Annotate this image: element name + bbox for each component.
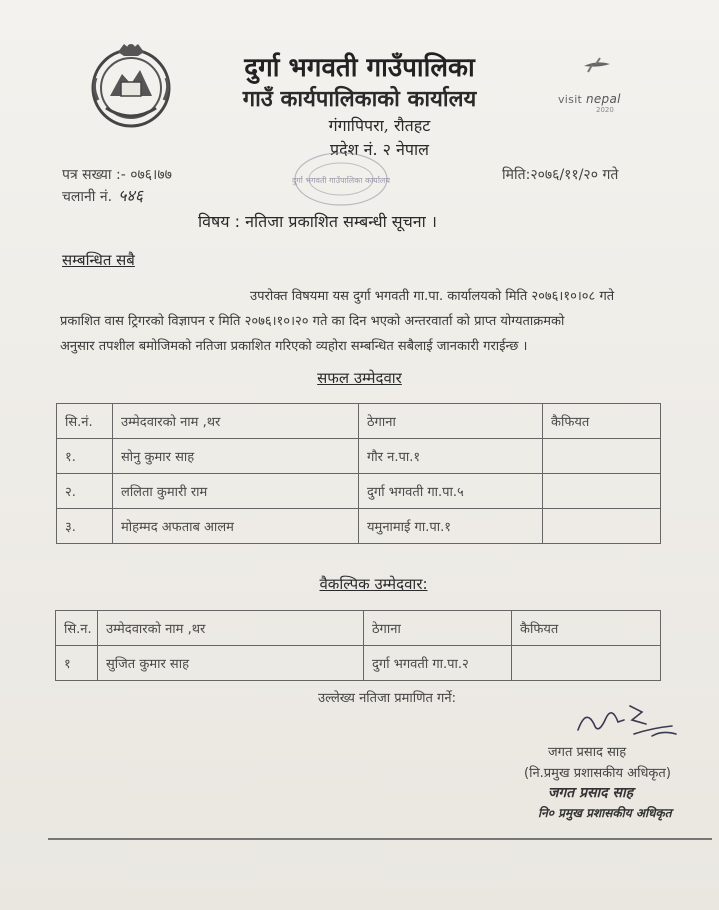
cell-name: मोहम्मद अफताब आलम (113, 509, 359, 544)
dispatch-label: चलानी नं. (62, 189, 113, 205)
cell-sn: ३. (57, 509, 113, 544)
seal-name: जगत प्रसाद साह (548, 785, 634, 801)
footer-rule (48, 838, 712, 840)
office-stamp (292, 150, 390, 208)
visit-nepal-wordmark: visit nepal (558, 92, 621, 106)
signatory-title: (नि.प्रमुख प्रशासकीय अधिकृत) (524, 766, 671, 781)
attestation-label: उल्लेख्य नतिजा प्रमाणित गर्ने: (318, 691, 456, 706)
cell-address: दुर्गा भगवती गा.पा.५ (359, 474, 543, 509)
table-row (57, 509, 661, 544)
cell-remarks (543, 439, 661, 474)
seal-title: नि० प्रमुख प्रशासकीय अधिकृत (538, 806, 672, 820)
body-line-1: उपरोक्त विषयमा यस दुर्गा भगवती गा.पा. कार्यालयको मिति २०७६।१०।०८ गते (250, 289, 615, 304)
header-name: उम्मेदवारको नाम ,थर (113, 404, 359, 439)
dispatch-number (62, 184, 143, 206)
table-header-row (57, 404, 661, 439)
handwritten-signature (572, 700, 682, 746)
body-line-3: अनुसार तपशील बमोजिमको नतिजा प्रकाशित गरिएको व्यहोरा सम्बन्धित सबैलाई जानकारी गराईन्छ । (60, 339, 528, 354)
alternate-title: वैकल्पिक उम्मेदवार: (319, 575, 428, 593)
dispatch-value: ५४६ (118, 186, 144, 205)
cell-address: गौर न.पा.१ (359, 439, 543, 474)
subject-line: विषय : नतिजा प्रकाशित सम्बन्धी सूचना । (198, 212, 437, 231)
visit-nepal-year: 2020 (596, 106, 614, 114)
letter-number: पत्र सख्या :- ०७६।७७ (62, 167, 172, 183)
cell-remarks (512, 646, 661, 681)
notice-date: मिति:२०७६/११/२० गते (502, 167, 619, 183)
table-row (57, 474, 661, 509)
cell-name: सुजित कुमार साह (98, 646, 364, 681)
cell-sn: १ (56, 646, 98, 681)
municipality-name: दुर्गा भगवती गाउँपालिका (244, 53, 475, 83)
header-address: ठेगाना (364, 611, 512, 646)
cell-sn: १. (57, 439, 113, 474)
signatory-name: जगत प्रसाद साह (548, 745, 627, 760)
address-line-1: गंगापिपरा, रौतहट (328, 116, 431, 135)
successful-title: सफल उम्मेदवार (317, 369, 402, 387)
header-remarks: कैफियत (512, 611, 661, 646)
table-header-row (56, 611, 661, 646)
cell-address: यमुनामाई गा.पा.१ (359, 509, 543, 544)
header-remarks: कैफियत (543, 404, 661, 439)
cell-remarks (543, 509, 661, 544)
airplane-icon (582, 56, 612, 76)
table-row (56, 646, 661, 681)
alternate-candidates-table (55, 610, 661, 681)
cell-name: सोनु कुमार साह (113, 439, 359, 474)
header-name: उम्मेदवारको नाम ,थर (98, 611, 364, 646)
cell-sn: २. (57, 474, 113, 509)
body-line-2: प्रकाशित वास ट्रिगरको विज्ञापन र मिति २०७६।१०।२० गते का दिन भएको अन्तरवार्ता को प्राप्त योग्यताक्रमको (60, 314, 565, 329)
addressee: सम्बन्धित सबै (62, 251, 135, 269)
visit-nepal-logo (556, 56, 646, 116)
table-row (57, 439, 661, 474)
office-name: गाउँ कार्यपालिकाको कार्यालय (242, 86, 477, 112)
header-sn: सि.नं. (57, 404, 113, 439)
cell-remarks (543, 474, 661, 509)
cell-address: दुर्गा भगवती गा.पा.२ (364, 646, 512, 681)
successful-candidates-table (56, 403, 661, 544)
address-line-2: प्रदेश नं. २ नेपाल (330, 140, 429, 159)
header-address: ठेगाना (359, 404, 543, 439)
header-sn: सि.न. (56, 611, 98, 646)
stamp-text: दुर्गा भगवती गाउँपालिका कार्यालय (292, 176, 390, 185)
cell-name: ललिता कुमारी राम (113, 474, 359, 509)
